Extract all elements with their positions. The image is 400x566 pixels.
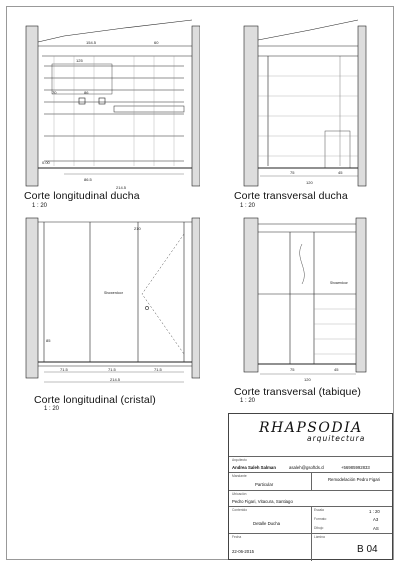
glass-note: Showerdoor — [104, 291, 123, 295]
dim-label: 85 — [46, 338, 51, 343]
content-label: Contenido — [232, 508, 248, 512]
title-block — [228, 413, 393, 560]
scale-longitudinal-glass: 1 : 20 — [44, 406, 60, 412]
dim-label: 71.5 — [154, 367, 162, 372]
logo-main-text: RHAPSODIA — [259, 420, 363, 436]
caption-transverse-partition: Corte transversal (tabique) — [234, 386, 362, 398]
address-label: Ubicación — [232, 492, 247, 496]
dim-label: 214.5 — [116, 185, 127, 190]
dim-label: 86.5 — [84, 177, 92, 182]
format-value: A3 — [373, 517, 379, 522]
dim-label: 45 — [338, 170, 343, 175]
drawn-label: Dibujo — [314, 526, 324, 530]
date-value: 22-06-2015 — [232, 549, 254, 554]
dim-label: 75 — [290, 367, 295, 372]
project-value: Remodelación Pedro Figari — [327, 477, 381, 482]
dim-label: 75 — [290, 170, 295, 175]
caption-longitudinal-glass: Corte longitudinal (cristal) — [34, 394, 156, 406]
content-value: Detalle Ducha — [253, 521, 280, 526]
dim-label: 70 — [52, 90, 57, 95]
owner-label: Mandante — [232, 474, 247, 478]
logo-sub-text: arquitectura — [307, 434, 366, 443]
dim-label: 86 — [84, 90, 89, 95]
owner-row — [229, 472, 392, 490]
dim-label: 120 — [304, 377, 311, 382]
sheet-number: B 04 — [357, 544, 378, 555]
architect-label: Arquitecto — [232, 458, 247, 462]
address-value: Pedro Figari, Vitacura, Santiago — [232, 499, 293, 504]
partition-note: Showerdoor — [330, 281, 348, 285]
dim-label: 214.5 — [110, 377, 121, 382]
architect-name: Andrea Saleh Salman — [232, 465, 276, 470]
caption-transverse-shower: Corte transversal ducha — [234, 190, 348, 202]
dim-label: 71.5 — [108, 367, 116, 372]
owner-value: Particular — [255, 482, 274, 487]
section-transverse-partition — [230, 214, 380, 384]
section-transverse-shower — [230, 16, 380, 192]
format-label: Formato — [314, 517, 327, 521]
drawn-value: AS — [373, 526, 379, 531]
dim-label: 0.00 — [42, 160, 50, 165]
architect-email: asaleh@gsoftds.cl — [289, 465, 325, 470]
dim-label: 125 — [76, 58, 83, 63]
scale-value: 1 : 20 — [369, 509, 380, 514]
date-row — [229, 533, 392, 560]
architect-phone: +56985992833 — [341, 465, 370, 470]
dim-label: 45 — [334, 367, 339, 372]
scale-transverse-shower: 1 : 20 — [240, 203, 256, 209]
address-row — [229, 490, 392, 506]
sheet-label: Lámina — [314, 535, 325, 539]
date-label: Fecha — [232, 535, 242, 539]
dim-label: 210 — [134, 226, 141, 231]
section-longitudinal-glass — [24, 214, 200, 390]
dim-label: 120 — [306, 180, 313, 185]
dim-label: 60 — [154, 40, 159, 45]
scale-transverse-partition: 1 : 20 — [240, 398, 256, 404]
dim-label: 71.5 — [60, 367, 68, 372]
scale-label: Escala — [314, 508, 324, 512]
caption-longitudinal-shower: Corte longitudinal ducha — [24, 190, 140, 202]
dim-label: 154.5 — [86, 40, 97, 45]
content-row — [229, 506, 392, 533]
scale-longitudinal-shower: 1 : 20 — [32, 203, 48, 209]
section-longitudinal-shower — [24, 16, 200, 192]
architect-row — [229, 456, 392, 472]
